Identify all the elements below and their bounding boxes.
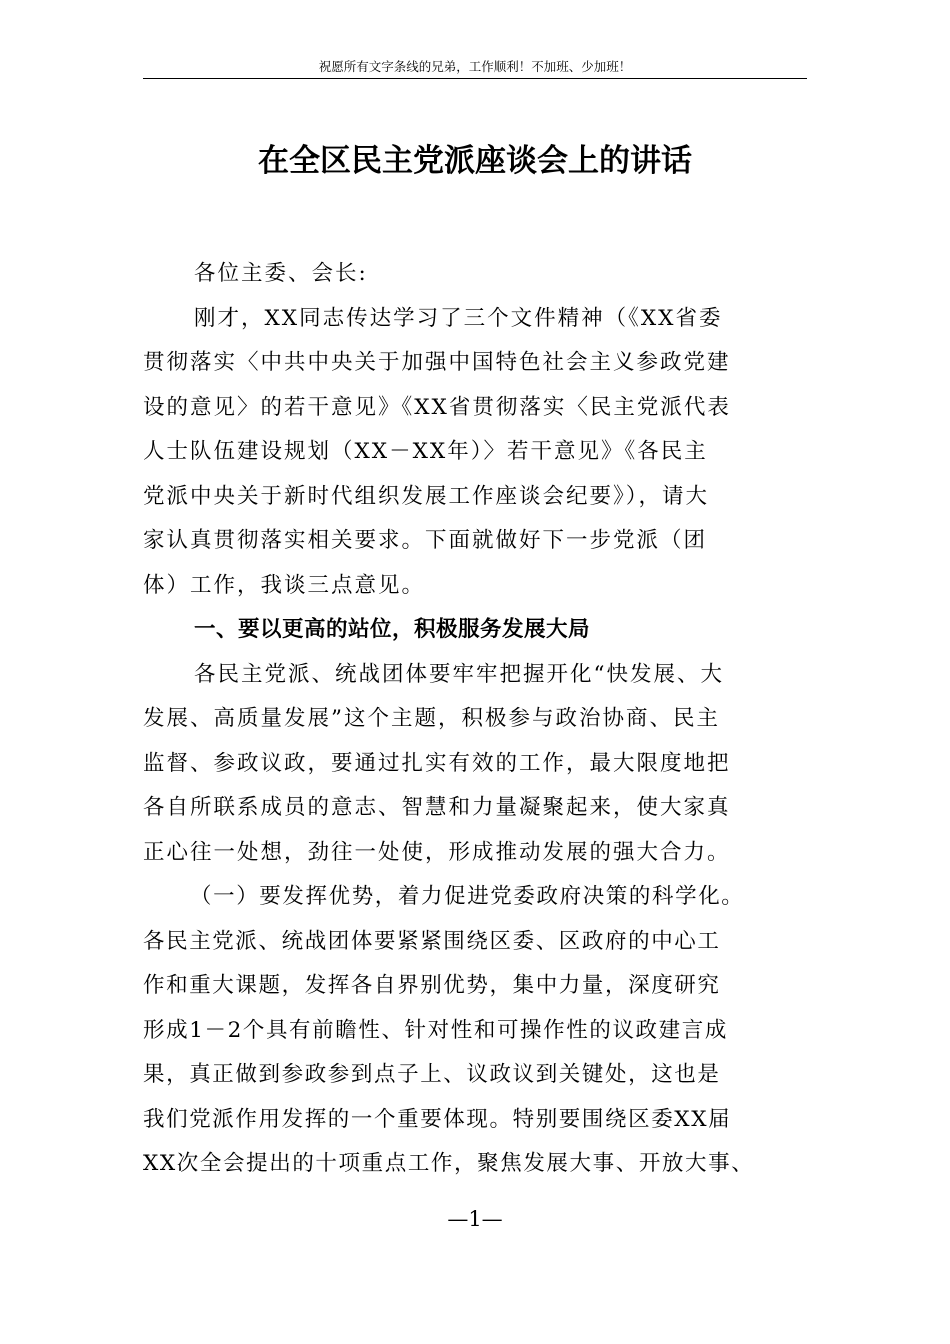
section-heading-1 [143, 608, 807, 653]
paragraph-line: 人士队伍建设规划（XX－XX年）〉若干意见》《各民主 [143, 439, 708, 464]
paragraph-line: 各自所联系成员的意志、智慧和力量凝聚起来，使大家真 [143, 795, 731, 820]
salutation-line: 各位主委、会长: [194, 261, 368, 286]
paragraph-line: 各民主党派、统战团体要紧紧围绕区委、区政府的中心工 [143, 928, 721, 954]
paragraph-line: 形成1－2个具有前瞻性、针对性和可操作性的议政建言成 [143, 1017, 728, 1043]
section-heading-text: 一、要以更高的站位，积极服务发展大局 [194, 617, 591, 642]
paragraph-1 [143, 297, 807, 609]
paragraph-line: 刚才，XX同志传达学习了三个文件精神（《XX省委 [194, 305, 723, 331]
document-body [143, 252, 807, 1187]
header-divider [143, 78, 807, 79]
paragraph-line: 设的意见〉的若干意见》《XX省贯彻落实〈民主党派代表 [143, 394, 731, 420]
paragraph-line: 正心往一处想，劲往一处使，形成推动发展的强大合力。 [143, 839, 731, 865]
paragraph-line: 我们党派作用发挥的一个重要体现。特别要围绕区委XX届 [143, 1106, 732, 1132]
document-title: 在全区民主党派座谈会上的讲话 [258, 143, 692, 179]
paragraph-line: 发展、高质量发展”这个主题，积极参与政治协商、民主 [143, 706, 720, 731]
paragraph-line: XX次全会提出的十项重点工作，聚焦发展大事、开放大事、 [143, 1151, 755, 1176]
paragraph-line: （一）要发挥优势，着力促进党委政府决策的科学化。 [190, 884, 745, 909]
paragraph-line: 体）工作，我谈三点意见。 [143, 572, 426, 598]
paragraph-line: 党派中央关于新时代组织发展工作座谈会纪要》），请大 [143, 483, 710, 509]
paragraph-line: 贯彻落实〈中共中央关于加强中国特色社会主义参政党建 [143, 350, 731, 375]
paragraph-line: 作和重大课题，发挥各自界别优势，集中力量，深度研究 [143, 973, 721, 998]
paragraph-line: 家认真贯彻落实相关要求。下面就做好下一步党派（团 [143, 528, 708, 553]
paragraph-2 [143, 653, 807, 876]
paragraph-line: 监督、参政议政，要通过扎实有效的工作，最大限度地把 [143, 750, 731, 776]
page-number: —1— [447, 1207, 503, 1231]
salutation [143, 252, 807, 297]
paragraph-line: 果，真正做到参政参到点子上、议政议到关键处，这也是 [143, 1062, 721, 1087]
paragraph-3 [143, 875, 807, 1187]
page-header-text: 祝愿所有文字条线的兄弟，工作顺利！不加班、少加班！ [318, 59, 632, 74]
paragraph-line: 各民主党派、统战团体要牢牢把握开化“快发展、大 [194, 661, 724, 687]
